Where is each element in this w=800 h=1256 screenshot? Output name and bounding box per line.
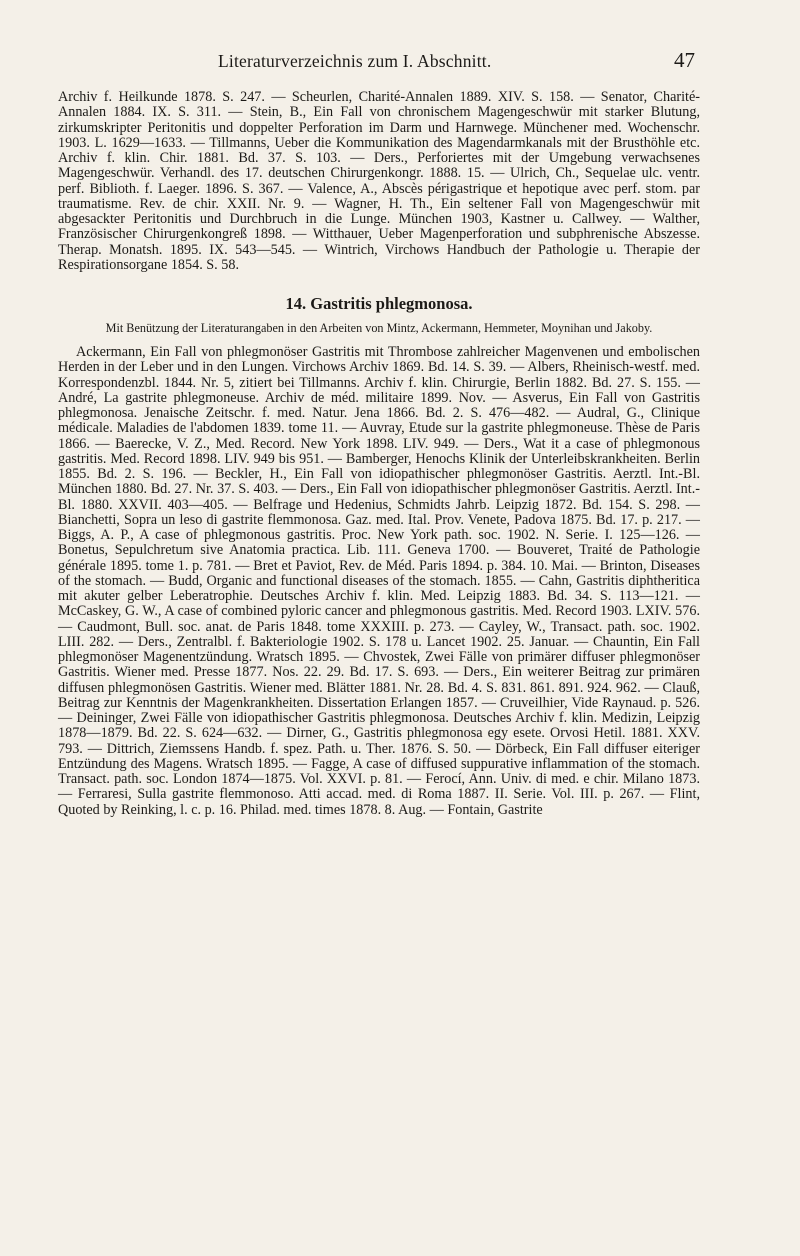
page-number: 47: [674, 48, 695, 72]
page-body: [58, 90, 700, 818]
section-subheading: Mit Benützung der Literaturangaben in den Arbeiten von Mintz, Ackermann, Hemmeter, Moynihan und Jakoby.: [105, 321, 653, 335]
section-bibliography: Ackermann, Ein Fall von phlegmonöser Gastritis mit Thrombose zahlreicher Magenvenen und embolischen Herden in der Leber und in den Lungen. Virchows Archiv 1869. Bd. 14. S. 39. — Albers, Rheinisch-westf. med. Korrespondenzbl. 1844. Nr. 5, zitiert bei Tillmanns. Archiv f. klin. Chirurgie, Berlin 1882. Bd. 27. S. 155. — André, La gastrite phlegmoneuse. Archiv de méd. militaire 1899. Nov. — Asverus, Ein Fall von Gastritis phlegmonosa. Jenaische Zeitschr. f. med. Natur. Jena 1866. Bd. 2. S. 476—482. — Audral, G., Clinique médicale. Maladies de l'abdomen 1839. tome 11. — Auvray, Etude sur la gastrite phlegmoneuse. Thèse de Paris 1866. — Baerecke, V. Z., Med. Record. New York 1898. LIV. 949. — Ders., Wat it a case of phlegmonous gastritis. Med. Record 1898. LIV. 949 bis 951. — Bamberger, Henochs Klinik der Unterleibskrankheiten. Berlin 1855. Bd. 2. S. 196. — Beckler, H., Ein Fall von idiopathischer phlegmonöser Gastritis. Aerztl. Int.-Bl. München 1880. Bd. 27. Nr. 37. S. 403. — Ders., Ein Fall von idiopathischer phlegmonöser Gastritis. Aerztl. Int.-Bl. 1880. XXVII. 403—405. — Belfrage und Hedenius, Schmidts Jahrb. Leipzig 1872. Bd. 154. S. 298. — Bianchetti, Sopra un leso di gastrite flemmonosa. Gaz. med. Ital. Prov. Venete, Padova 1875. Bd. 17. p. 217. — Biggs, A. P., A case of phlegmonous gastritis. Proc. New York path. soc. 1902. N. Serie. I. 125—126. — Bonetus, Sepulchretum sive Anatomia practica. Lib. 111. Geneva 1700. — Bouveret, Traité de Pathologie générale 1895. tome 1. p. 781. — Bret et Paviot, Rev. de Méd. Paris 1894. p. 384. 10. Mai. — Brinton, Diseases of the stomach. — Budd, Organic and functional diseases of the stomach. 1855. — Cahn, Gastritis diphtheritica mit akuter gelber Leberatrophie. Deutsches Archiv f. klin. Med. Leipzig 1883. Bd. 34. S. 113—121. — McCaskey, G. W., A case of combined pyloric cancer and phlegmonous gastritis. Med. Record 1903. LXIV. 576. — Caudmont, Bull. soc. anat. de Paris 1848. tome XXXIII. p. 273. — Cayley, W., Transact. path. soc. 1902. LIII. 282. — Ders., Zentralbl. f. Bakteriologie 1902. S. 178 u. Lancet 1902. 25. Januar. — Chauntin, Ein Fall phlegmonöser Magenentzündung. Wratsch 1895. — Chvostek, Zwei Fälle von primärer diffuser phlegmonöser Gastritis. Wiener med. Presse 1877. Nos. 22. 29. Bd. 17. S. 693. — Ders., Ein weiterer Beitrag zur primären diffusen phlegmonösen Gastritis. Wiener med. Blätter 1881. Nr. 28. Bd. 4. S. 831. 861. 891. 924. 962. — Clauß, Beitrag zur Kenntnis der Magenkrankheiten. Dissertation Erlangen 1857. — Cruveilhier, Vide Raynaud. p. 526. — Deininger, Zwei Fälle von idiopathischer Gastritis phlegmonosa. Deutsches Archiv f. klin. Medizin, Leipzig 1878—1879. Bd. 22. S. 624—632. — Dirner, G., Gastritis phlegmonosa egy esete. Orvosi Hetil. 1881. XXV. 793. — Dittrich, Ziemssens Handb. f. spez. Path. u. Ther. 1876. S. 50. — Dörbeck, Ein Fall diffuser eiteriger Entzündung des Magens. Wratsch 1895. — Fagge, A case of diffused suppurative inflammation of the stomach. Transact. path. soc. London 1874—1875. Vol. XXVI. p. 81. — Ferocí, Ann. Univ. di med. e chir. Milano 1873. — Ferraresi, Sulla gastrite flemmonoso. Atti accad. med. di Roma 1887. II. Serie. Vol. III. p. 267. — Flint, Quoted by Reinking, l. c. p. 16. Philad. med. times 1878. 8. Aug. — Fontain, Gastrite: [58, 344, 700, 818]
running-title: Literaturverzeichnis zum I. Abschnitt.: [218, 51, 492, 71]
section-heading: 14. Gastritis phlegmonosa.: [285, 294, 473, 313]
continued-bibliography: Archiv f. Heilkunde 1878. S. 247. — Scheurlen, Charité-Annalen 1889. XIV. S. 158. — Senator, Charité-Annalen 1884. IX. S. 311. — Stein, B., Ein Fall von chronischem Magengeschwür mit starker Blutung, zirkumskripter Peritonitis und doppelter Perforation im Darm und Harnwege. Münchener med. Wochenschr. 1903. L. 1629—1633. — Tillmanns, Ueber die Kommunikation des Magendarmkanals mit der Brusthöhle etc. Archiv f. klin. Chir. 1881. Bd. 37. S. 103. — Ders., Perforiertes mit der Umgebung verwachsenes Magengeschwür. Verhandl. des 17. deutschen Chirurgenkongr. 1888. 15. — Ulrich, Ch., Sequelae ulc. ventr. perf. Biblioth. f. Laeger. 1896. S. 367. — Valence, A., Abscès périgastrique et hepotique avec perf. stom. par traumatisme. Rev. de chir. XXII. Nr. 9. — Wagner, H. Th., Ein seltener Fall von Magengeschwür mit abgesackter Peritonitis und Durchbruch in die Lunge. München 1903, Kastner u. Callwey. — Walther, Französischer Chirurgenkongreß 1898. — Witthauer, Ueber Magenperforation und subphrenische Abszesse. Therap. Monatsh. 1895. IX. 543—545. — Wintrich, Virchows Handbuch der Pathologie u. Therapie der Respirationsorgane 1854. S. 58.: [58, 89, 700, 273]
page-header: [218, 48, 695, 73]
